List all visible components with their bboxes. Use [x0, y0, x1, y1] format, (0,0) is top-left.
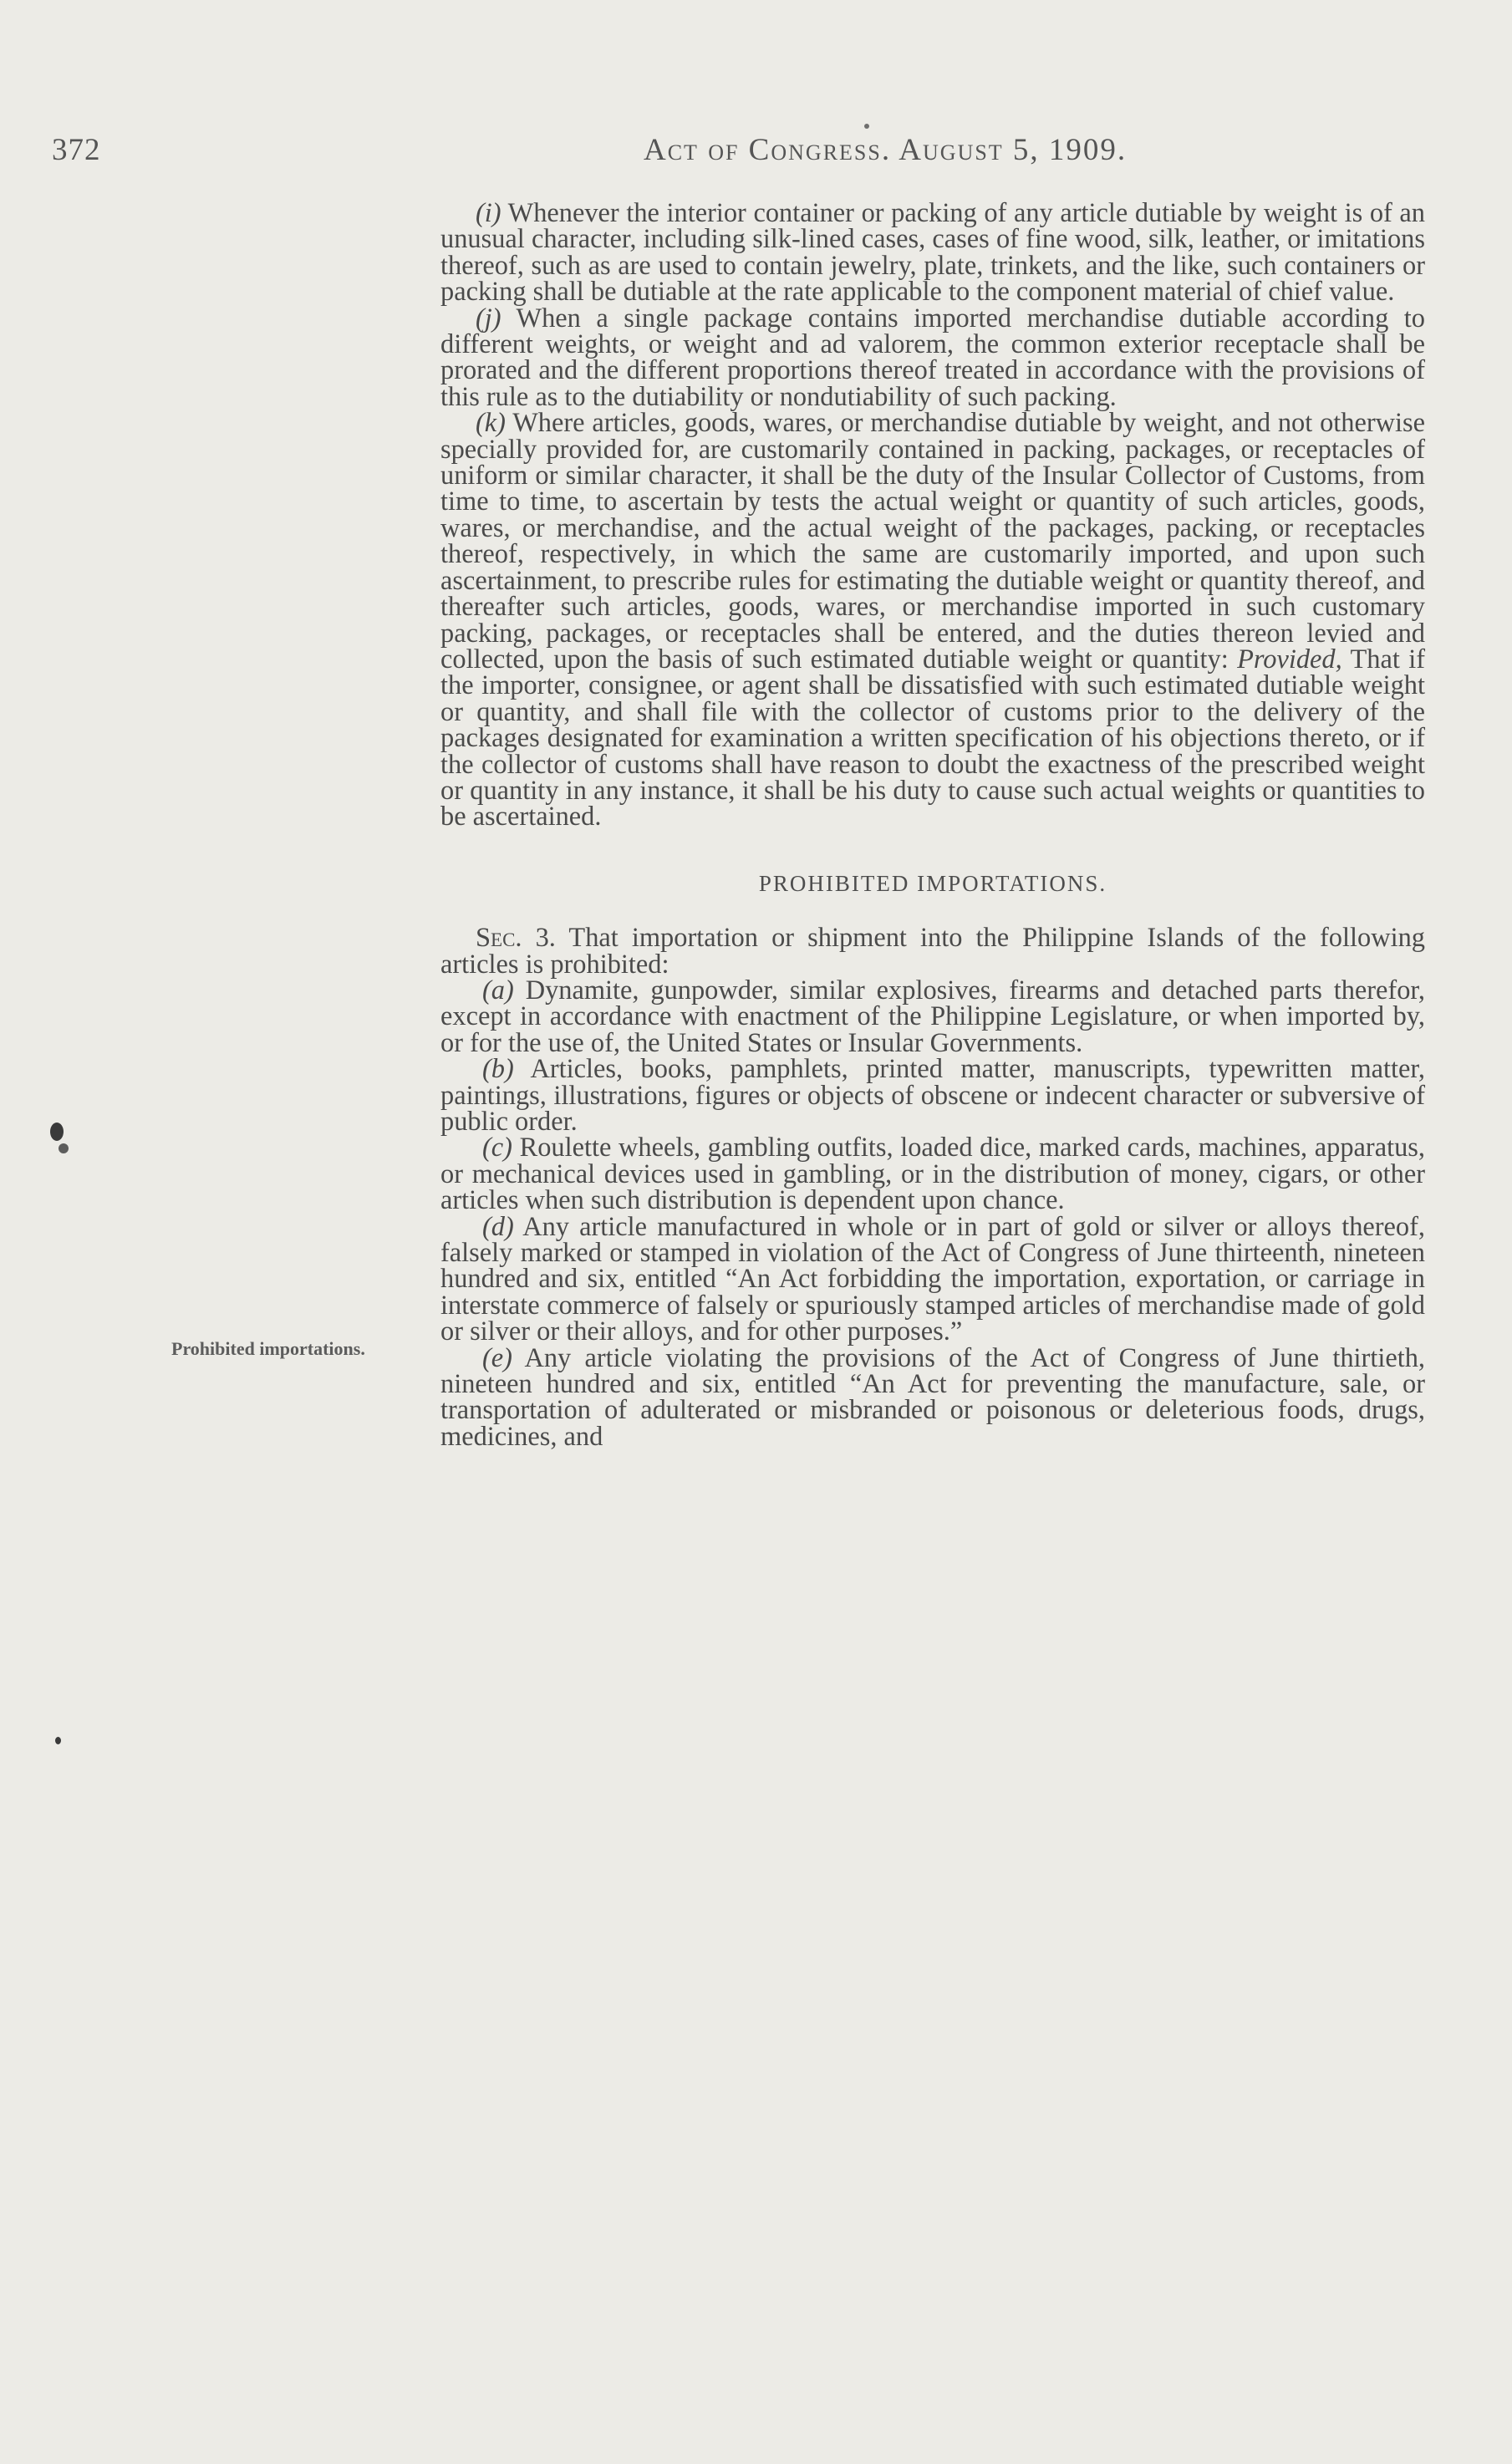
- clause-a: [440, 975, 1426, 1058]
- scan-speck: [864, 124, 869, 129]
- clause-e: [440, 1342, 1425, 1452]
- paragraph-label: (j): [476, 303, 501, 333]
- clause-label: (d): [482, 1211, 514, 1242]
- paragraph-label: (k): [476, 408, 506, 439]
- paragraph-j: [440, 303, 1425, 412]
- paragraph-k: [440, 410, 1425, 831]
- paragraph-text: Where articles, goods, wares, or merchandise dutiable by weight, and not otherwise specially provided for, are customarily contained in packing, packages, or receptacles of uniform or similar character, it shall be the duty of the Insular Collector of Customs, from time to time, to ascertain by tests the actual weight or quantity of such articles, goods, wares, or merchandise, and the actual weight of the packages, packing, or receptacles thereof, respectively, in which the same are customarily imported, and upon such ascertainment, to prescribe rules for estimating the dutiable weight or quantity thereof, and thereafter such articles, goods, wares, or merchandise imported in such customary packing, packages, or receptacles shall be entered, and the duties thereon levied and collected, upon the basis of such estimated dutiable weight or quantity:: [440, 408, 1426, 675]
- paragraph-text: Whenever the interior container or packing of any article dutiable by weight is of an unusual character, including silk-lined cases, cases of fine wood, silk, leather, or imitations thereof, such as are used to contain jewelry, plate, trinkets, and the like, such containers or packing shall be dutiable at the rate applicable to the component material of chief value.: [440, 198, 1425, 308]
- clause-label: (e): [482, 1342, 512, 1373]
- section-heading: PROHIBITED IMPORTATIONS.: [758, 870, 1107, 896]
- paragraph-text: When a single package contains imported merchandise dutiable according to different weights, or weight and ad valorem, the common exterior receptacle shall be prorated and the different proportions thereof treated in accordance with the provisions of this rule as to the dutiability or nondutiability of such packing.: [440, 303, 1425, 412]
- proviso-word: Provided,: [1237, 644, 1342, 675]
- clause-label: (a): [482, 975, 514, 1005]
- paragraph-text-continued: That if the importer, consignee, or agent shall be dissatisfied with such estimated dutiable weight or quantity, and shall file with the collector of customs prior to the delivery of the packages designated for examination a written specification of his objections thereto, or if the collector of customs shall have reason to doubt the exactness of the prescribed weight or quantity in any instance, it shall be his duty to cause such actual weights or quantities to be ascertained.: [440, 644, 1425, 832]
- clause-text: Any article violating the provisions of the Act of Congress of June thirtieth, nineteen hundred and six, entitled “An Act for preventing the manufacture, sale, or transportation of adulterated or misbranded or poisonous or deleterious foods, drugs, medicines, and: [440, 1342, 1425, 1452]
- clause-text: Dynamite, gunpowder, similar explosives, firearms and detached parts therefor, except in accordance with enactment of the Philippine Legislature, or when imported by, or for the use of, the United States or Insular Governments.: [440, 975, 1426, 1058]
- margin-note: Prohibited importations.: [171, 1338, 365, 1359]
- clause-text: Articles, books, pamphlets, printed matter, manuscripts, typewritten matter, paintings, illustrations, figures or objects of obscene or indecent character or subversive of public order.: [440, 1054, 1425, 1137]
- scan-speck: [59, 1143, 69, 1153]
- clause-c: [440, 1135, 1425, 1214]
- scan-speck: [50, 1123, 64, 1141]
- clause-label: (c): [482, 1133, 512, 1163]
- section-label: Sec. 3.: [476, 923, 556, 954]
- paragraph-label: (i): [476, 198, 501, 228]
- clause-text: Roulette wheels, gambling outfits, loaded dice, marked cards, machines, apparatus, or mechanical devices used in gambling, or in the distribution of money, cigars, or other articles when such distribution is dependent upon chance.: [440, 1133, 1425, 1216]
- clause-d: [440, 1211, 1426, 1347]
- scan-speck: [55, 1737, 61, 1744]
- section-intro: [440, 925, 1425, 978]
- running-head: Act of Congress. August 5, 1909.: [644, 133, 1128, 167]
- paragraph-i: [440, 198, 1425, 308]
- clause-b: [440, 1056, 1425, 1135]
- page-number: 372: [52, 133, 101, 167]
- clause-label: (b): [482, 1054, 514, 1085]
- clause-text: Any article manufactured in whole or in part of gold or silver or alloys thereof, falsely marked or stamped in violation of the Act of Congress of June thirteenth, nineteen hundred and six, entitled “An Act forbidding the importation, exportation, or carriage in interstate commerce of falsely or spuriously stamped articles of merchandise made of gold or silver or their alloys, and for other purposes.”: [440, 1211, 1426, 1347]
- page-header: [52, 132, 1289, 182]
- body-text: [440, 198, 1426, 1452]
- section-intro-text: That importation or shipment into the Philippine Islands of the following articles is prohibited:: [440, 923, 1425, 980]
